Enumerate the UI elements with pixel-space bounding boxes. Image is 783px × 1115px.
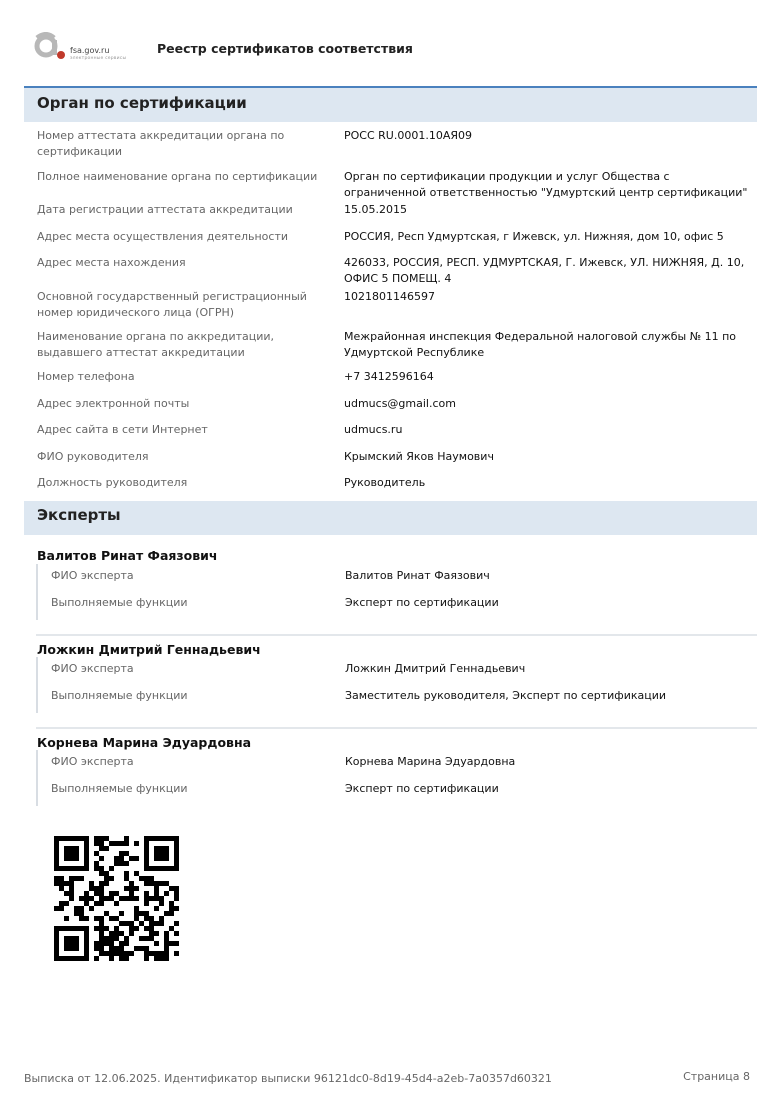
expert-fio-label: ФИО эксперта — [51, 569, 134, 582]
logo-site-text: fsa.gov.ru — [70, 46, 110, 55]
row-value: 426033, РОССИЯ, РЕСП. УДМУРТСКАЯ, Г. Ижевск, УЛ. НИЖНЯЯ, Д. 10, ОФИС 5 ПОМЕЩ. 4 — [344, 256, 745, 285]
expert-card — [36, 657, 757, 713]
expert-functions-label: Выполняемые функции — [51, 689, 188, 702]
row-label: Номер телефона — [37, 370, 135, 383]
footer-extract-info: Выписка от 12.06.2025. Идентификатор выписки 96121dc0-8d19-45d4-a2eb-7a0357d60321 — [24, 1072, 552, 1085]
row-value: +7 3412596164 — [344, 370, 434, 383]
page-header — [0, 0, 783, 86]
expert-name: Ложкин Дмитрий Геннадьевич — [37, 642, 261, 657]
row-label: Адрес сайта в сети Интернет — [37, 423, 208, 436]
fsa-logo[interactable] — [34, 32, 134, 66]
expert-divider — [36, 727, 757, 729]
row-value: 15.05.2015 — [344, 203, 407, 216]
expert-name: Корнева Марина Эдуардовна — [37, 735, 252, 750]
expert-card — [36, 564, 757, 620]
expert-functions-label: Выполняемые функции — [51, 782, 188, 795]
qr-code-icon[interactable] — [54, 836, 179, 961]
section-heading-experts: Эксперты — [24, 501, 757, 535]
expert-fio-value: Корнева Марина Эдуардовна — [345, 755, 516, 768]
expert-name: Валитов Ринат Фаязович — [37, 548, 218, 563]
expert-functions-label: Выполняемые функции — [51, 596, 188, 609]
row-label: Дата регистрации аттестата аккредитации — [37, 203, 293, 216]
expert-fio-label: ФИО эксперта — [51, 755, 134, 768]
row-label: Наименование органа по аккредитации, выдавшего аттестат аккредитации — [37, 330, 275, 359]
row-value: 1021801146597 — [344, 290, 435, 303]
row-label: Полное наименование органа по сертификации — [37, 170, 318, 183]
expert-fio-value: Ложкин Дмитрий Геннадьевич — [345, 662, 526, 675]
row-value: Руководитель — [344, 476, 426, 489]
row-value: Орган по сертификации продукции и услуг Общества с ограниченной ответственностью "Удмуртский центр сертификации" — [344, 170, 748, 199]
expert-functions-value: Заместитель руководителя, Эксперт по сертификации — [345, 689, 667, 702]
logo-subtitle: электронные сервисы — [70, 56, 127, 61]
row-value: Межрайонная инспекция Федеральной налоговой службы № 11 по Удмуртской Республике — [344, 330, 737, 359]
page-number: Страница 8 — [683, 1070, 750, 1083]
fsa-logo-icon — [34, 32, 66, 62]
row-label: Адрес места осуществления деятельности — [37, 230, 288, 243]
expert-fio-label: ФИО эксперта — [51, 662, 134, 675]
expert-card — [36, 750, 757, 806]
row-label: Номер аттестата аккредитации органа по сертификации — [37, 129, 285, 158]
expert-functions-value: Эксперт по сертификации — [345, 596, 499, 609]
row-label: ФИО руководителя — [37, 450, 149, 463]
row-value: РОСС RU.0001.10АЯ09 — [344, 129, 472, 142]
registry-title: Реестр сертификатов соответствия — [157, 41, 413, 56]
row-label: Основной государственный регистрационный номер юридического лица (ОГРН) — [37, 290, 307, 319]
row-value: Крымский Яков Наумович — [344, 450, 494, 463]
row-value: udmucs@gmail.com — [344, 397, 456, 410]
expert-functions-value: Эксперт по сертификации — [345, 782, 499, 795]
expert-fio-value: Валитов Ринат Фаязович — [345, 569, 490, 582]
expert-divider — [36, 634, 757, 636]
row-label: Адрес электронной почты — [37, 397, 190, 410]
row-label: Адрес места нахождения — [37, 256, 186, 269]
row-value: udmucs.ru — [344, 423, 403, 436]
row-label: Должность руководителя — [37, 476, 188, 489]
section-heading-organ: Орган по сертификации — [24, 86, 757, 122]
row-value: РОССИЯ, Респ Удмуртская, г Ижевск, ул. Нижняя, дом 10, офис 5 — [344, 230, 724, 243]
